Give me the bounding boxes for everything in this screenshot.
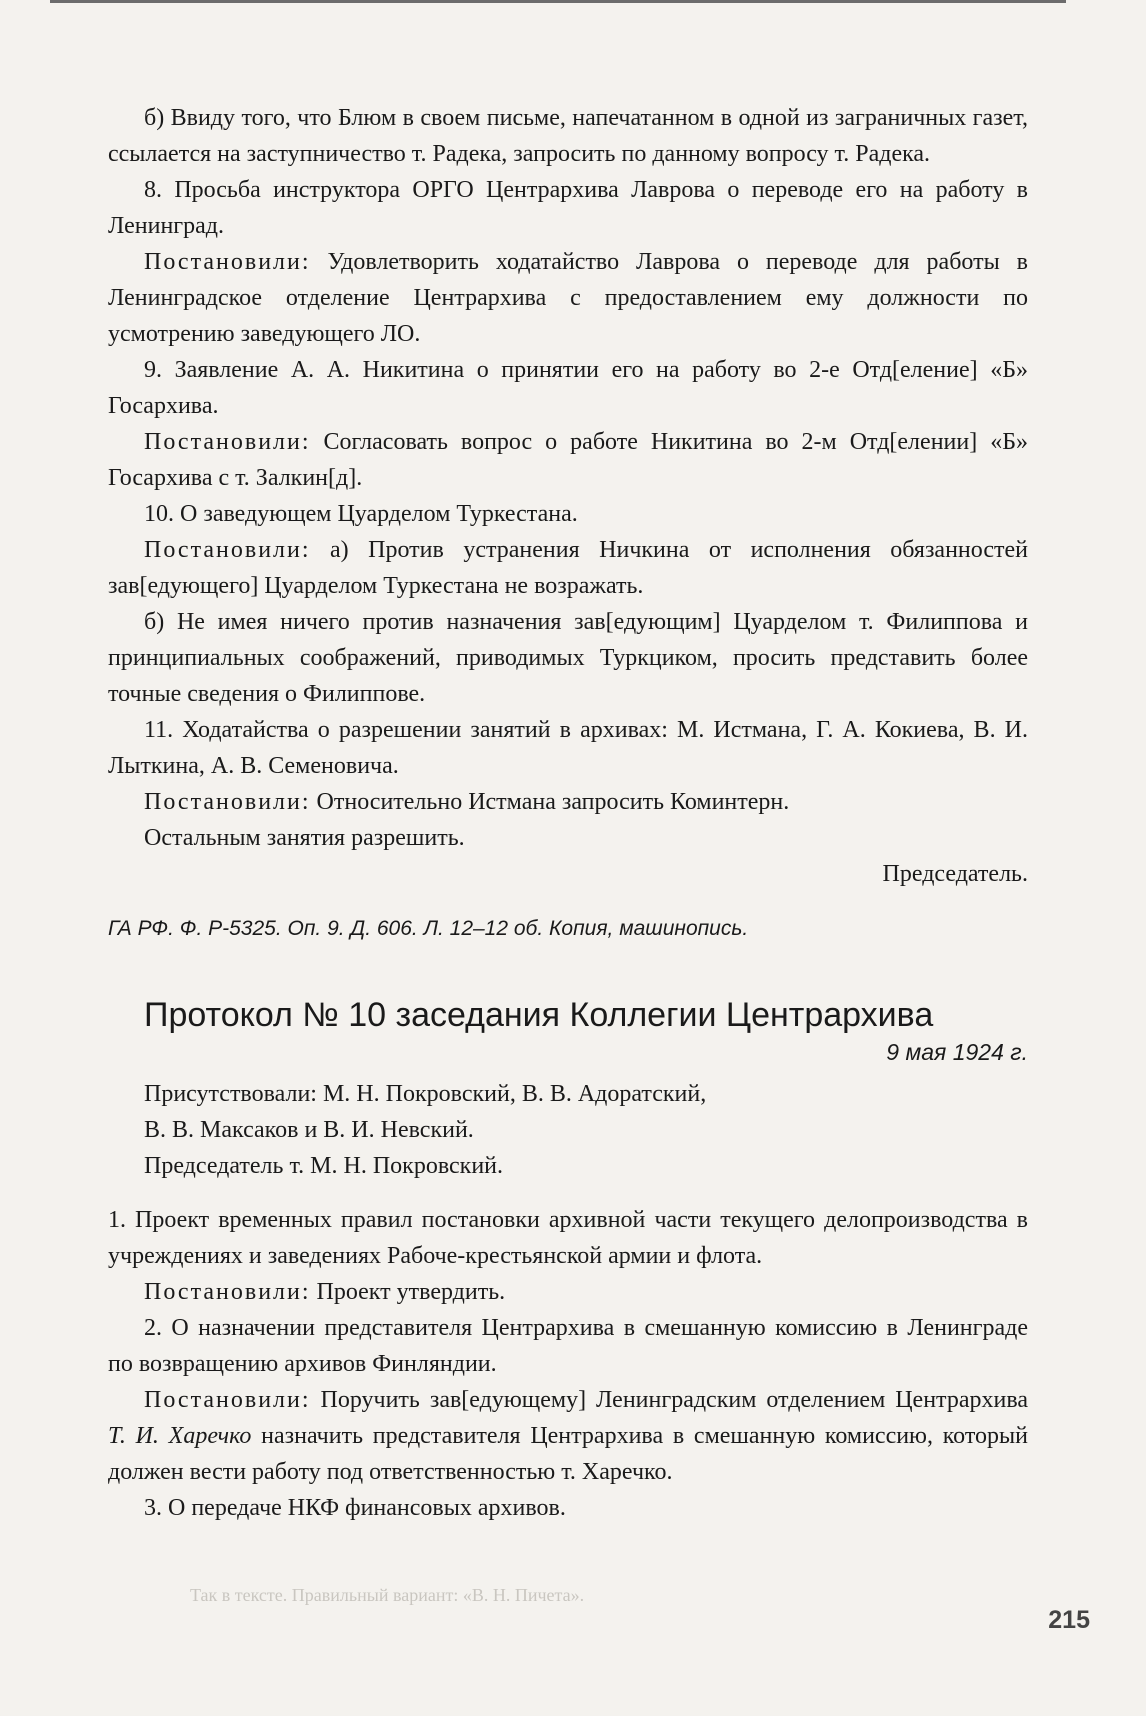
resolution-q1 bbox=[108, 1274, 1028, 1310]
resolution-label: Постановили: bbox=[144, 249, 311, 275]
section-gap bbox=[108, 1184, 1028, 1202]
resolution-10a bbox=[108, 532, 1028, 604]
bleed-through-footnote: Так в тексте. Правильный вариант: «В. Н. Пичета». bbox=[190, 1585, 585, 1605]
protocol-heading: Протокол № 10 заседания Коллегии Центрархива bbox=[144, 996, 934, 1034]
resolution-text: Поручить зав[едующему] Ленинградским отделением Центрархива bbox=[310, 1387, 1028, 1413]
archival-source: ГА РФ. Ф. Р-5325. Оп. 9. Д. 606. Л. 12–12 об. Копия, машинопись. bbox=[108, 917, 749, 940]
question-3: 3. О передаче НКФ финансовых архивов. bbox=[144, 1495, 566, 1521]
resolution-text: Согласовать вопрос о работе Никитина во 2-м Отд[елении] «Б» Госархива с т. Залкин[д]. bbox=[108, 429, 1028, 491]
item-9: 9. Заявление А. А. Никитина о принятии его на работу во 2-е Отд[еление] «Б» Госархива. bbox=[108, 357, 1028, 419]
present-line-1: Присутствовали: М. Н. Покровский, В. В. Адоратский, bbox=[144, 1081, 707, 1107]
signature: Председатель. bbox=[882, 861, 1028, 887]
question-1: 1. Проект временных правил постановки архивной части текущего делопроизводства в учреждениях и заведениях Рабоче-крестьянской армии и флота. bbox=[108, 1207, 1028, 1269]
resolution-label: Постановили: bbox=[144, 1279, 311, 1305]
person-name: Т. И. Харечко bbox=[108, 1423, 252, 1449]
resolution-text: Удовлетворить ходатайство Лаврова о переводе для работы в Ленинградское отделение Центрархива с предоставлением ему должности по усмотрению заведующего ЛО. bbox=[108, 249, 1028, 347]
resolution-q2 bbox=[108, 1382, 1028, 1490]
resolution-text: назначить представителя Центрархива в смешанную комиссию, который должен вести работу под ответственностью т. Харечко. bbox=[108, 1423, 1028, 1485]
resolution-11 bbox=[108, 784, 1028, 820]
present-line-2: В. В. Максаков и В. И. Невский. bbox=[144, 1117, 474, 1143]
chairman-line: Председатель т. М. Н. Покровский. bbox=[144, 1153, 504, 1179]
item-10: 10. О заведующем Цуарделом Туркестана. bbox=[144, 501, 578, 527]
resolution-label: Постановили: bbox=[144, 429, 311, 455]
resolution-text: а) Против устранения Ничкина от исполнения обязанностей зав[едующего] Цуарделом Туркестана не возражать. bbox=[108, 537, 1028, 599]
item-11: 11. Ходатайства о разрешении занятий в архивах: М. Истмана, Г. А. Кокиева, В. И. Лыткина, А. В. Семеновича. bbox=[108, 717, 1028, 779]
page-number: 215 bbox=[1048, 1606, 1090, 1634]
protocol-date: 9 мая 1924 г. bbox=[886, 1039, 1028, 1065]
resolution-text: Проект утвердить. bbox=[310, 1279, 506, 1305]
top-rule bbox=[50, 0, 1066, 3]
paragraph-blum: б) Ввиду того, что Блюм в своем письме, напечатанном в одной из заграничных газет, ссылается на заступничество т. Радека, запросить по данному вопросу т. Радека. bbox=[108, 105, 1028, 167]
item-8: 8. Просьба инструктора ОРГО Центрархива Лаврова о переводе его на работу в Ленинград. bbox=[108, 177, 1028, 239]
page-body bbox=[108, 100, 1028, 1526]
question-2: 2. О назначении представителя Центрархива в смешанную комиссию в Ленинграде по возвращению архивов Финляндии. bbox=[108, 1315, 1028, 1377]
resolution-label: Постановили: bbox=[144, 537, 311, 563]
resolution-11-rest: Остальным занятия разрешить. bbox=[144, 825, 465, 851]
resolution-label: Постановили: bbox=[144, 789, 311, 815]
resolution-9 bbox=[108, 424, 1028, 496]
resolution-label: Постановили: bbox=[144, 1387, 311, 1413]
resolution-text: Относительно Истмана запросить Коминтерн. bbox=[310, 789, 790, 815]
resolution-8 bbox=[108, 244, 1028, 352]
resolution-10b: б) Не имея ничего против назначения зав[едующим] Цуарделом т. Филиппова и принципиальных соображений, приводимых Туркциком, просить представить более точные сведения о Филиппове. bbox=[108, 609, 1028, 707]
